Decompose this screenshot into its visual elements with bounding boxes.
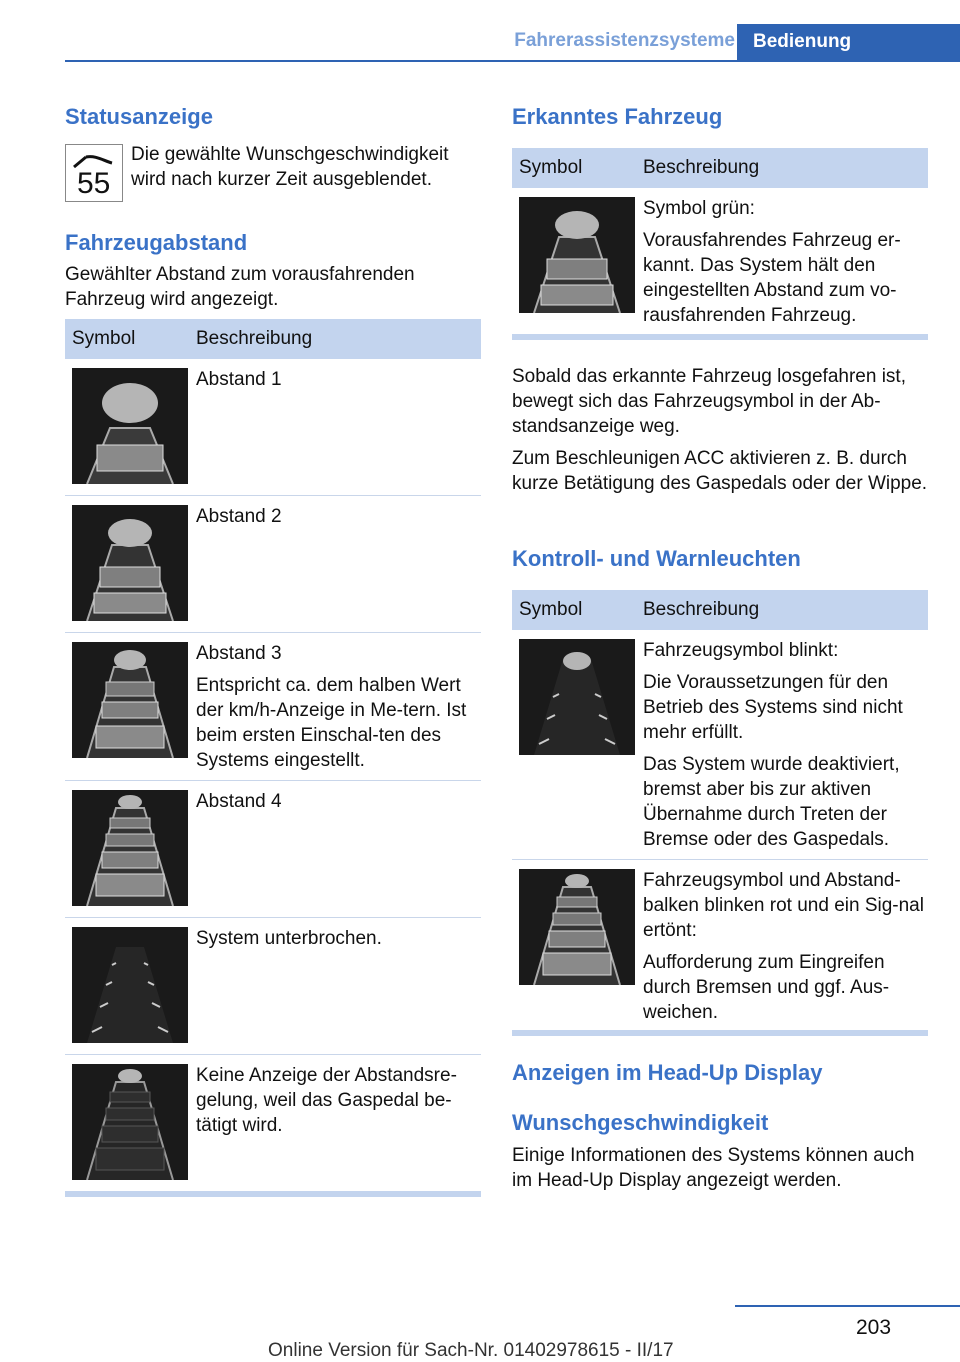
no-display-image: [72, 1064, 188, 1180]
table-row: [512, 630, 928, 860]
distance-4-image: [72, 790, 188, 906]
wish-title: Wunschgeschwindigkeit: [512, 1110, 769, 1135]
table-end-rule: [65, 1191, 481, 1197]
row-text: Entspricht ca. dem halben Wert der km/h-Anzeige in Me-tern. Ist beim ersten Einschal-ten des Systems eingestellt.: [196, 675, 467, 771]
table-header: [65, 319, 481, 359]
interrupted-image: [72, 927, 188, 1043]
row-text: Abstand 2: [196, 506, 282, 527]
table-row: [512, 860, 928, 1030]
distance-3-image: [72, 642, 188, 758]
blinking-vehicle-image: [519, 639, 635, 755]
red-warning-image: [519, 869, 635, 985]
header-symbol: Symbol: [72, 328, 136, 349]
status-title: Statusanzeige: [65, 104, 213, 129]
speed-symbol-icon: [65, 144, 123, 202]
distance-text: Gewählter Abstand zum vorausfahrenden Fahrzeug wird angezeigt.: [65, 264, 415, 310]
table-row: [512, 188, 928, 334]
header-description: Beschreibung: [196, 328, 313, 349]
distance-1-image: [72, 368, 188, 484]
row-text: Abstand 3: [196, 643, 282, 664]
warn-title: Kontroll- und Warnleuchten: [512, 546, 801, 571]
table-row: [65, 633, 481, 781]
paragraph-1: Sobald das erkannte Fahrzeug losgefahren ist, bewegt sich das Fahrzeugsymbol in der Ab-standsanzeige weg.: [512, 366, 906, 437]
header-description: Beschreibung: [643, 157, 760, 178]
speed-symbol-value: 55: [77, 167, 111, 200]
row-text: Keine Anzeige der Abstandsre-gelung, weil das Gaspedal be-tätigt wird.: [196, 1065, 457, 1136]
table-row: [65, 496, 481, 633]
detected-vehicle-image: [519, 197, 635, 313]
row-text: Symbol grün:: [643, 198, 755, 219]
row-text: Vorausfahrendes Fahrzeug er-kannt. Das System hält den eingestellten Abstand zum vo-rausfahrenden Fahrzeug.: [643, 230, 901, 326]
table-header: [512, 590, 928, 630]
row-text: Die Voraussetzungen für den Betrieb des Systems sind nicht mehr erfüllt.: [643, 672, 903, 743]
wish-text: Einige Informationen des Systems können auch im Head-Up Display angezeigt werden.: [512, 1145, 915, 1191]
distance-table: [65, 319, 481, 1197]
detected-table: [512, 148, 928, 340]
row-text: System unterbrochen.: [196, 928, 382, 949]
table-row: [65, 781, 481, 918]
header-symbol: Symbol: [519, 157, 583, 178]
warn-table: [512, 590, 928, 1036]
table-row: [65, 359, 481, 496]
header-tab: Bedienung: [737, 24, 960, 61]
hud-title: Anzeigen im Head-Up Display: [512, 1060, 823, 1085]
table-row: [65, 918, 481, 1055]
table-row: [65, 1055, 481, 1191]
detected-title: Erkanntes Fahrzeug: [512, 104, 723, 129]
page-number: 203: [856, 1316, 892, 1339]
online-version-note: Online Version für Sach-Nr. 01402978615 - II/17: [268, 1340, 674, 1361]
distance-2-image: [72, 505, 188, 621]
header-section: Fahrerassistenzsysteme: [514, 30, 735, 51]
row-text: Fahrzeugsymbol blinkt:: [643, 640, 839, 661]
row-text: Abstand 4: [196, 791, 282, 812]
footer-rule: [735, 1305, 960, 1307]
table-header: [512, 148, 928, 188]
header-symbol: Symbol: [519, 599, 583, 620]
status-text: Die gewählte Wunschgeschwindigkeit wird nach kurzer Zeit ausgeblendet.: [131, 144, 449, 190]
paragraph-2: Zum Beschleunigen ACC aktivieren z. B. durch kurze Betätigung des Gaspedals oder der Wippe.: [512, 448, 928, 494]
row-text: Das System wurde deaktiviert, bremst aber bis zur aktiven Übernahme durch Treten der Bremse oder des Gaspedals.: [643, 754, 900, 850]
row-text: Aufforderung zum Eingreifen durch Bremsen und ggf. Aus-weichen.: [643, 952, 890, 1023]
header-rule: [65, 60, 960, 62]
header-description: Beschreibung: [643, 599, 760, 620]
row-text: Abstand 1: [196, 369, 282, 390]
row-text: Fahrzeugsymbol und Abstand-balken blinken rot und ein Sig-nal ertönt:: [643, 870, 924, 941]
distance-title: Fahrzeugabstand: [65, 230, 248, 255]
